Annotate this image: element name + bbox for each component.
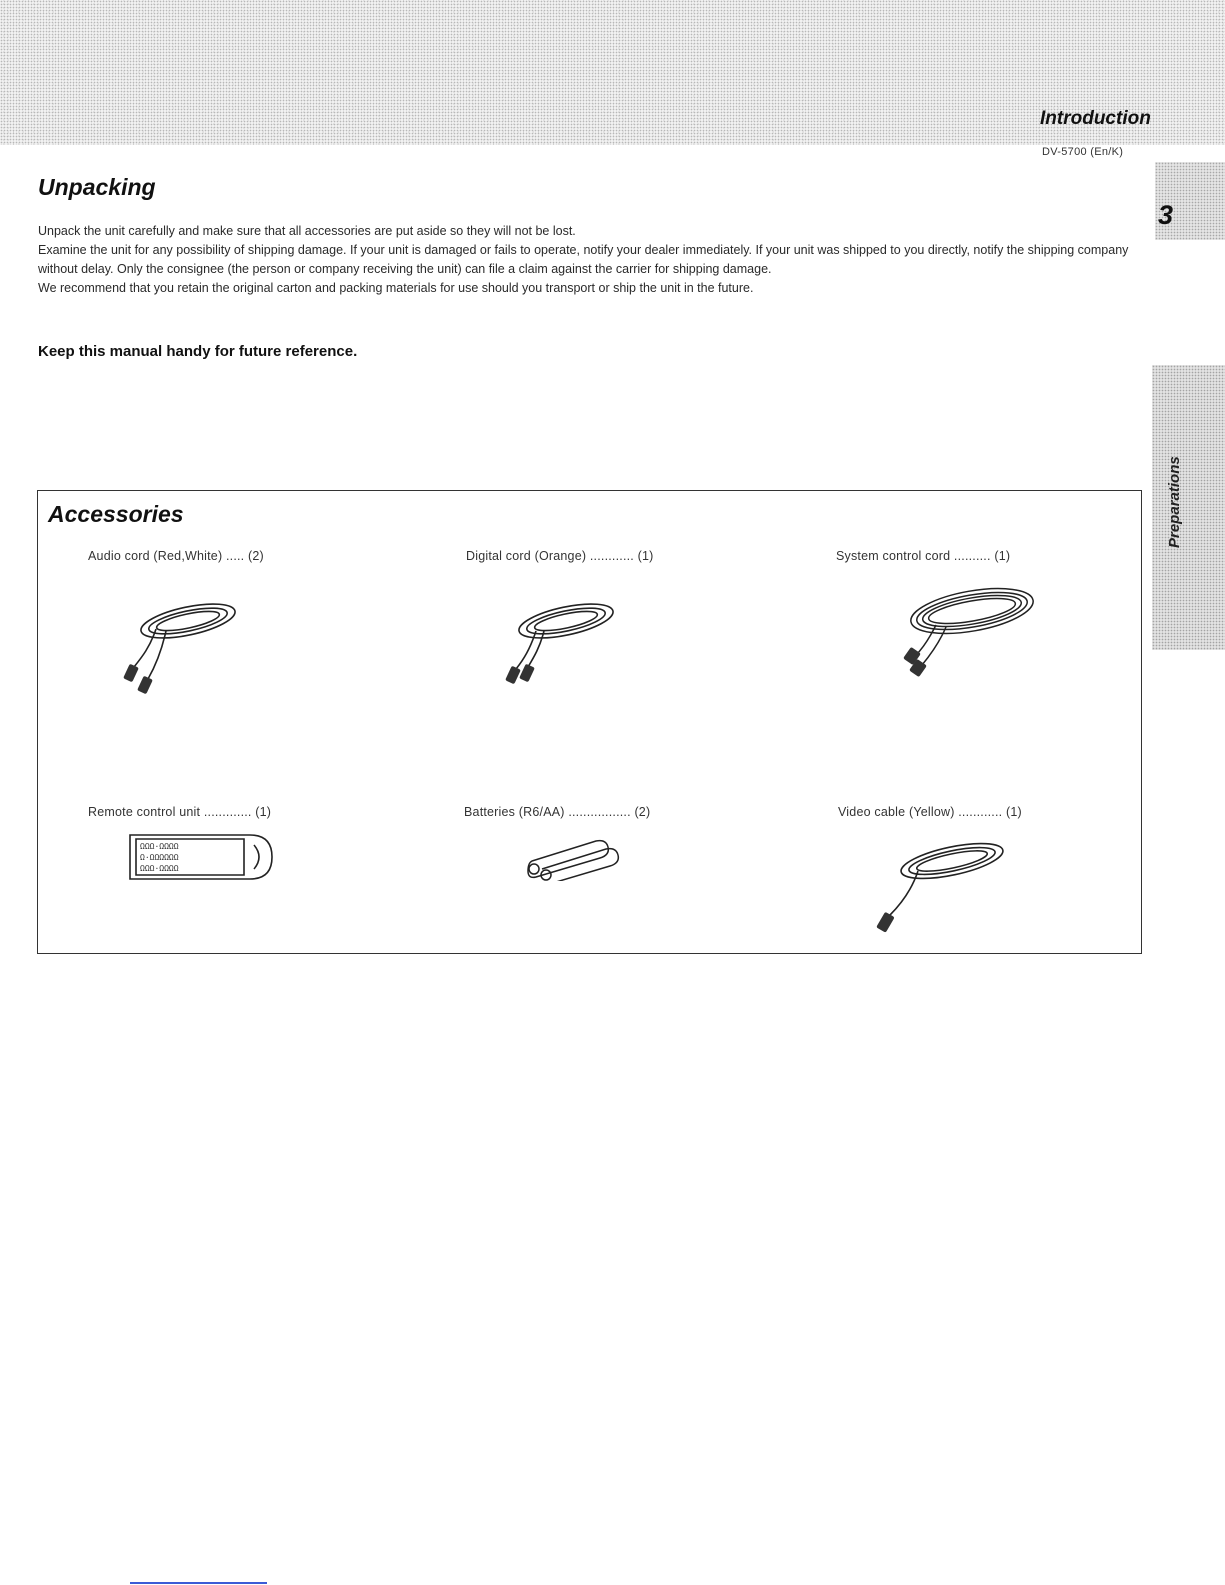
accessory-label: Video cable (Yellow) ............ (1)	[838, 805, 1022, 819]
accessory-audio-cord	[88, 549, 264, 563]
model-code: DV-5700 (En/K)	[1042, 146, 1124, 158]
accessory-label: Digital cord (Orange) ............ (1)	[466, 549, 654, 563]
keep-manual-note: Keep this manual handy for future reference.	[38, 343, 358, 360]
chapter-label: Preparations	[1166, 456, 1183, 548]
section-title: Introduction	[1040, 108, 1151, 129]
unpacking-paragraph-1: Unpack the unit carefully and make sure that all accessories are put aside so they will not be lost.	[38, 224, 576, 238]
accessory-label: Batteries (R6/AA) ................. (2)	[464, 805, 651, 819]
accessory-label: Audio cord (Red,White) ..... (2)	[88, 549, 264, 563]
accessory-batteries	[464, 805, 650, 819]
accessory-digital-cord	[466, 549, 654, 563]
accessories-box	[37, 490, 1142, 954]
unpacking-paragraph-2: Examine the unit for any possibility of shipping damage. If your unit is damaged or fails to operate, notify your dealer immediately. If your unit was shipped to you directly, notify the shipping company without delay. Only the consignee (the person or company receiving the unit) can file a claim against the carrier for shipping damage.	[38, 243, 1129, 276]
audio-cord-icon	[116, 587, 256, 697]
unpacking-heading: Unpacking	[38, 174, 156, 200]
accessories-heading: Accessories	[48, 501, 184, 527]
accessory-remote-control	[88, 805, 272, 873]
svg-text:ΩΩΩ·ΩΩΩΩ: ΩΩΩ·ΩΩΩΩ	[140, 864, 179, 873]
remote-control-icon	[126, 829, 276, 885]
batteries-icon	[526, 831, 626, 881]
svg-text:Ω·ΩΩΩΩΩΩ: Ω·ΩΩΩΩΩΩ	[140, 853, 179, 862]
system-control-cord-icon	[876, 577, 1046, 687]
unpacking-paragraph-3: We recommend that you retain the original carton and packing materials for use should you transport or ship the unit in the future.	[38, 281, 754, 295]
accessory-video-cable	[838, 805, 1022, 819]
digital-cord-icon	[494, 587, 634, 697]
svg-text:ΩΩΩ·ΩΩΩΩ: ΩΩΩ·ΩΩΩΩ	[140, 842, 179, 851]
accessory-label: System control cord .......... (1)	[836, 549, 1011, 563]
video-cable-icon	[866, 833, 1016, 945]
chapter-tab	[1152, 365, 1225, 650]
unpacking-body	[38, 222, 1150, 298]
accessory-label: Remote control unit ............. (1)	[88, 805, 272, 819]
bottom-rule	[130, 1582, 267, 1584]
accessory-system-control-cord	[836, 549, 1010, 563]
page-number: 3	[1158, 200, 1174, 230]
